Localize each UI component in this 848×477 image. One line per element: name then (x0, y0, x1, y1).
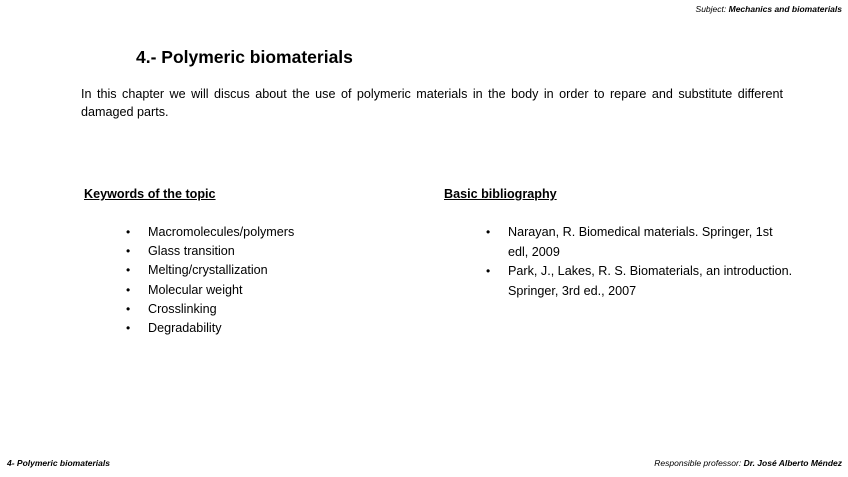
subject-value: Mechanics and biomaterials (728, 4, 842, 14)
bibliography-text: Park, J., Lakes, R. S. Biomaterials, an introduction. Springer, 3rd ed., 2007 (508, 264, 793, 298)
keyword-item (126, 261, 386, 280)
keyword-text: Molecular weight (148, 282, 243, 297)
intro-paragraph: In this chapter we will discus about the use of polymeric materials in the body in order to repare and substitute different damaged parts. (81, 87, 783, 119)
keyword-text: Melting/crystallization (148, 263, 268, 278)
keyword-item (126, 223, 386, 242)
keywords-heading: Keywords of the topic (84, 187, 216, 201)
bibliography-item (486, 223, 796, 262)
bibliography-text: Narayan, R. Biomedical materials. Springer, 1st edl, 2009 (508, 225, 773, 259)
bullet-icon: • (126, 282, 131, 297)
professor-name: Dr. José Alberto Méndez (743, 458, 842, 468)
footer-professor (654, 458, 842, 468)
keyword-item (126, 281, 386, 300)
bullet-icon: • (126, 263, 131, 278)
keyword-text: Glass transition (148, 244, 235, 259)
bullet-icon: • (486, 264, 491, 278)
bullet-icon: • (126, 301, 131, 316)
keyword-item (126, 300, 386, 319)
bullet-icon: • (126, 225, 131, 239)
keyword-item (126, 242, 386, 261)
keywords-list (126, 223, 386, 338)
page-title: 4.- Polymeric biomaterials (136, 47, 353, 67)
keyword-text: Crosslinking (148, 301, 217, 316)
bullet-icon: • (126, 244, 131, 259)
footer-chapter: 4- Polymeric biomaterials (7, 458, 110, 468)
keyword-text: Macromolecules/polymers (148, 225, 295, 239)
bullet-icon: • (126, 320, 131, 335)
keyword-item (126, 319, 386, 338)
header-subject (696, 4, 842, 14)
bibliography-heading: Basic bibliography (444, 187, 557, 201)
subject-label: Subject: (695, 4, 727, 14)
professor-label: Responsible professor: (654, 458, 742, 468)
bibliography-list (486, 223, 796, 301)
bibliography-item (486, 262, 796, 301)
bullet-icon: • (486, 225, 491, 239)
keyword-text: Degradability (148, 320, 222, 335)
